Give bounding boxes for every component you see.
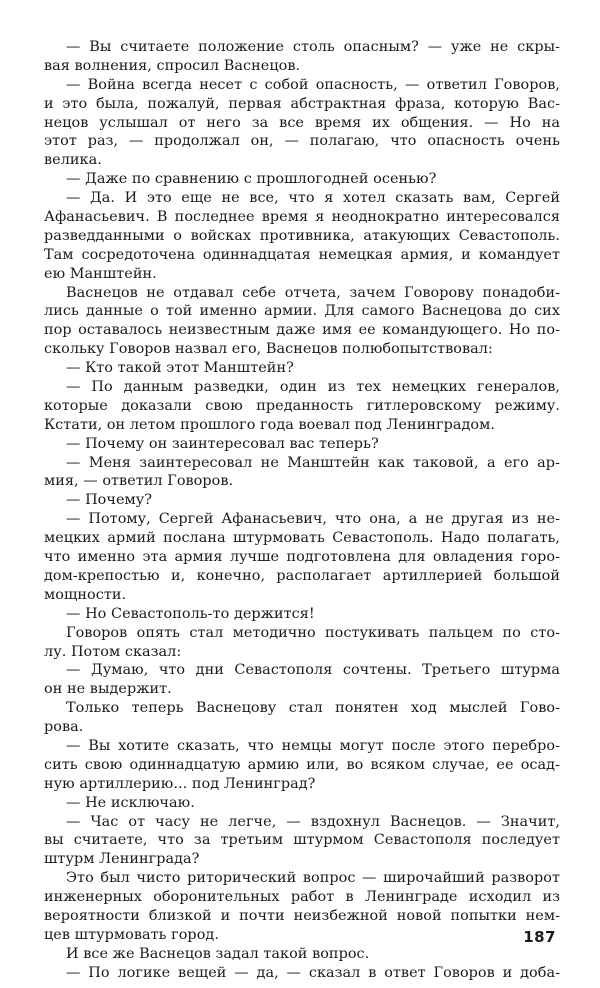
- text-line: Афанасьевич. В последнее время я неоднократно интересовался: [44, 209, 560, 226]
- text-line: которые доказали свою преданность гитлеровскому режиму.: [44, 397, 560, 414]
- text-line: вероятности близкой и почти неизбежной новой попытки нем-: [44, 907, 560, 924]
- text-line: — Но Севастополь-то держится!: [66, 605, 315, 622]
- text-line: Только теперь Васнецову стал понятен ход мыслей Гово-: [66, 700, 560, 717]
- text-line: — Вы считаете положение столь опасным? — уже не скры-: [66, 39, 560, 55]
- text-line: вая волнения, спросил Васнецов.: [44, 57, 301, 74]
- text-line: Васнецов не отдавал себе отчета, зачем Говорову понадоби-: [66, 284, 560, 301]
- text-line: пор оставалось неизвестным даже имя ее командующего. Но по-: [44, 322, 560, 339]
- text-line: — Думаю, что дни Севастополя сочтены. Третьего штурма: [66, 662, 560, 679]
- text-line: — Вы хотите сказать, что немцы могут после этого перебро-: [66, 737, 560, 754]
- page-text-body: [44, 38, 560, 983]
- text-line: ную артиллерию... под Ленинград?: [44, 775, 316, 792]
- text-line: — По логике вещей — да, — сказал в ответ Говоров и доба-: [66, 964, 560, 981]
- text-line: дом-крепостью и, конечно, располагает артиллерией большой: [44, 567, 560, 584]
- text-line: — Почему он заинтересовал вас теперь?: [66, 435, 379, 452]
- text-line: лу. Потом сказал:: [44, 643, 182, 660]
- text-line: ею Манштейн.: [44, 265, 157, 282]
- text-line: разведданными о войсках противника, атакующих Севастополь.: [44, 227, 560, 244]
- text-line: цев штурмовать город.: [44, 926, 219, 943]
- text-line: Говоров опять стал методично постукивать пальцем по сто-: [66, 624, 560, 641]
- text-line: — Меня заинтересовал не Манштейн как таковой, а его ар-: [66, 454, 560, 471]
- text-line: он не выдержит.: [44, 681, 172, 698]
- text-line: скольку Говоров назвал его, Васнецов полюбопытствовал:: [44, 341, 493, 358]
- text-line: И все же Васнецов задал такой вопрос.: [66, 945, 370, 962]
- book-page: [44, 38, 560, 983]
- text-line: лись данные о той именно армии. Для самого Васнецова до сих: [44, 303, 560, 320]
- text-line: — Война всегда несет с собой опасность, — ответил Говоров,: [66, 76, 560, 93]
- text-line: Кстати, он летом прошлого года воевал под Ленинградом.: [44, 416, 495, 433]
- text-line: мия, — ответил Говоров.: [44, 473, 234, 490]
- text-line: мецких армий послана штурмовать Севастополь. Надо полагать,: [44, 530, 560, 547]
- text-line: — Даже по сравнению с прошлогодней осенью?: [66, 171, 437, 188]
- text-line: сить свою одиннадцатую армию или, во всяком случае, ее осад-: [44, 756, 560, 773]
- text-line: рова.: [44, 719, 84, 736]
- text-line: нецов услышал от него за все время их общения. — Но на: [44, 114, 560, 131]
- text-line: — Час от часу не легче, — вздохнул Васнецов. — Значит,: [66, 813, 560, 830]
- page-number: 187: [523, 928, 556, 946]
- text-line: Там сосредоточена одиннадцатая немецкая армия, и командует: [44, 246, 560, 263]
- text-line: — Не исключаю.: [66, 794, 195, 811]
- text-line: Это был чисто риторический вопрос — широчайший разворот: [66, 870, 560, 887]
- text-line: — Почему?: [66, 492, 153, 509]
- text-line: велика.: [44, 152, 102, 169]
- text-line: что именно эта армия лучше подготовлена для овладения горо-: [44, 549, 560, 566]
- text-line: — Потому, Сергей Афанасьевич, что она, а не другая из не-: [66, 511, 560, 528]
- text-line: и это была, пожалуй, первая абстрактная фраза, которую Вас-: [44, 95, 560, 112]
- text-line: штурм Ленинграда?: [44, 851, 200, 868]
- text-line: — По данным разведки, один из тех немецких генералов,: [66, 379, 560, 396]
- text-line: мощности.: [44, 586, 127, 603]
- text-line: вы считаете, что за третьим штурмом Севастополя последует: [44, 832, 560, 849]
- text-line: этот раз, — продолжал он, — полагаю, что опасность очень: [44, 133, 560, 150]
- text-line: — Кто такой этот Манштейн?: [66, 360, 294, 377]
- text-line: — Да. И это еще не все, что я хотел сказать вам, Сергей: [66, 190, 560, 207]
- text-line: инженерных оборонительных работ в Ленинграде исходил из: [44, 889, 560, 906]
